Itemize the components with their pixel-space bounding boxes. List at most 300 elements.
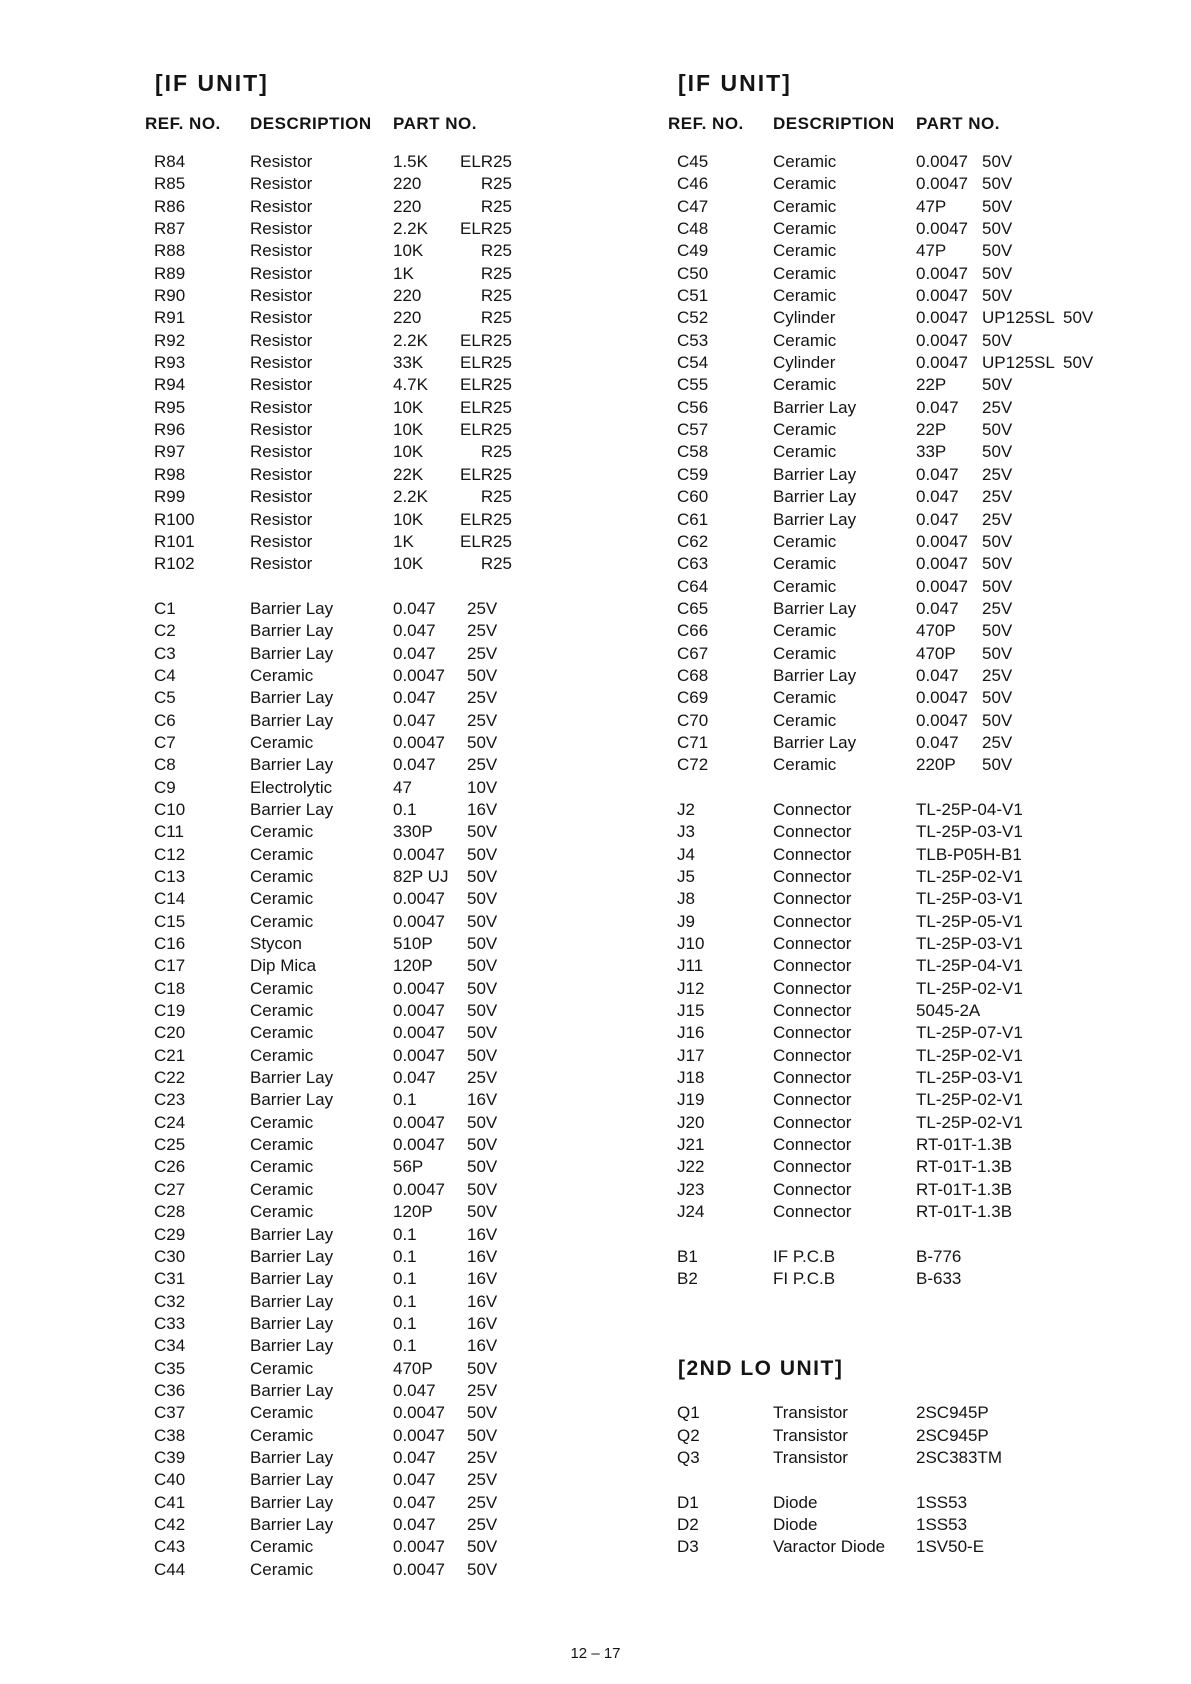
part-rating: 25V bbox=[467, 1380, 498, 1400]
description: Resistor bbox=[250, 263, 313, 283]
part-rating: ELR25 bbox=[460, 375, 512, 395]
part-rating: 50V bbox=[982, 330, 1013, 350]
part-rating: 50V bbox=[467, 911, 498, 931]
group-spacer bbox=[668, 777, 1191, 799]
part-value: 0.1 bbox=[393, 1313, 417, 1333]
ref-no: C21 bbox=[154, 1045, 186, 1065]
ref-no: J21 bbox=[677, 1135, 705, 1155]
part-value: TL-25P-02-V1 bbox=[916, 1090, 1023, 1110]
description: Connector bbox=[773, 1090, 852, 1110]
part-value: 2.2K bbox=[393, 219, 428, 239]
ref-no: C25 bbox=[154, 1135, 186, 1155]
table-row bbox=[145, 307, 685, 329]
part-value: TL-25P-02-V1 bbox=[916, 867, 1023, 886]
description: Diode bbox=[773, 1492, 818, 1512]
part-rating: 16V bbox=[467, 1269, 498, 1289]
part-value: 0.047 bbox=[393, 598, 436, 618]
description: Ceramic bbox=[773, 330, 837, 350]
description: Resistor bbox=[250, 286, 313, 306]
ref-no: C27 bbox=[154, 1179, 186, 1199]
table-row bbox=[668, 888, 1191, 910]
ref-no: J3 bbox=[677, 822, 695, 842]
section-title: [IF UNIT] bbox=[155, 70, 269, 96]
description: Resistor bbox=[250, 308, 313, 328]
description: Resistor bbox=[250, 241, 313, 261]
ref-no: R88 bbox=[154, 241, 186, 261]
table-row bbox=[668, 732, 1191, 754]
description: Resistor bbox=[250, 442, 313, 462]
table-row bbox=[145, 643, 685, 665]
description: Transistor bbox=[773, 1403, 848, 1423]
part-value: 0.1 bbox=[393, 1269, 417, 1289]
table-row bbox=[668, 911, 1191, 933]
ref-no: C45 bbox=[677, 152, 709, 171]
description: Connector bbox=[773, 822, 852, 842]
ref-no: C54 bbox=[677, 353, 709, 373]
part-rating: 50V bbox=[467, 956, 498, 976]
part-value: 0.0047 bbox=[916, 576, 968, 596]
table-row bbox=[668, 643, 1191, 665]
part-value: 220 bbox=[393, 196, 422, 216]
table-row bbox=[145, 1134, 685, 1156]
table-row bbox=[668, 1514, 1191, 1536]
description: Varactor Diode bbox=[773, 1537, 886, 1557]
ref-no: J10 bbox=[677, 934, 705, 954]
ref-no: C38 bbox=[154, 1425, 186, 1445]
description: Ceramic bbox=[250, 1112, 314, 1132]
part-value: 0.047 bbox=[393, 688, 436, 708]
ref-no: C72 bbox=[677, 755, 709, 775]
part-rating: 25V bbox=[982, 732, 1013, 752]
ref-no: C46 bbox=[677, 174, 709, 194]
table-row bbox=[145, 419, 685, 441]
ref-no: C26 bbox=[154, 1157, 186, 1177]
table-row bbox=[145, 1268, 685, 1290]
description: Transistor bbox=[773, 1425, 848, 1445]
part-value: 0.0047 bbox=[393, 844, 445, 864]
description: Barrier Lay bbox=[250, 643, 334, 663]
table-row bbox=[668, 263, 1191, 285]
description: Barrier Lay bbox=[250, 1090, 334, 1110]
part-rating: 50V bbox=[467, 844, 498, 864]
table-row bbox=[145, 196, 685, 218]
table-row bbox=[668, 509, 1191, 531]
description: Barrier Lay bbox=[773, 487, 857, 507]
part-rating: 25V bbox=[467, 1492, 498, 1512]
ref-no: C35 bbox=[154, 1358, 186, 1378]
table-row bbox=[668, 598, 1191, 620]
description: Ceramic bbox=[250, 732, 314, 752]
table-row bbox=[668, 1201, 1191, 1223]
part-value: TL-25P-04-V1 bbox=[916, 799, 1023, 819]
table-row bbox=[668, 1112, 1191, 1134]
table-row bbox=[145, 866, 685, 888]
table-row bbox=[145, 151, 685, 173]
part-value: TL-25P-07-V1 bbox=[916, 1023, 1023, 1043]
description: Barrier Lay bbox=[250, 1514, 334, 1534]
part-rating: 50V bbox=[982, 688, 1013, 708]
part-rating: 50V bbox=[467, 1045, 498, 1065]
part-rating: 16V bbox=[467, 1246, 498, 1266]
part-rating: 16V bbox=[467, 1291, 498, 1311]
description: Connector bbox=[773, 799, 852, 819]
part-rating: 50V bbox=[467, 1358, 498, 1378]
description: Connector bbox=[773, 867, 852, 886]
table-row bbox=[668, 1492, 1191, 1514]
part-value: 220P bbox=[916, 755, 956, 775]
table-row bbox=[145, 1291, 685, 1313]
table-row bbox=[668, 687, 1191, 709]
description: Barrier Lay bbox=[250, 1492, 334, 1512]
part-value: 470P bbox=[916, 643, 956, 663]
part-value: 22K bbox=[393, 464, 424, 484]
part-rating: 50V bbox=[1063, 308, 1094, 328]
table-row bbox=[145, 598, 685, 620]
ref-no: J17 bbox=[677, 1045, 705, 1065]
part-rating: 25V bbox=[467, 621, 498, 641]
table-row bbox=[145, 620, 685, 642]
ref-no: C12 bbox=[154, 844, 186, 864]
ref-no: C51 bbox=[677, 286, 709, 306]
table-row bbox=[145, 799, 685, 821]
ref-no: R85 bbox=[154, 174, 186, 194]
group-spacer bbox=[668, 1224, 1191, 1246]
table-row bbox=[145, 263, 685, 285]
description: Barrier Lay bbox=[250, 799, 334, 819]
description: Barrier Lay bbox=[250, 1313, 334, 1333]
table-row bbox=[145, 1447, 685, 1469]
part-value: TL-25P-03-V1 bbox=[916, 822, 1023, 842]
ref-no: R92 bbox=[154, 330, 186, 350]
table-row bbox=[668, 1045, 1191, 1067]
part-value: 0.0047 bbox=[393, 1135, 445, 1155]
part-rating: 25V bbox=[982, 665, 1013, 685]
ref-no: J15 bbox=[677, 1001, 705, 1021]
ref-no: R89 bbox=[154, 263, 186, 283]
table-row bbox=[668, 754, 1191, 776]
description: Resistor bbox=[250, 196, 313, 216]
ref-no: R96 bbox=[154, 420, 186, 440]
part-value: 0.0047 bbox=[916, 174, 968, 194]
ref-no: C47 bbox=[677, 196, 709, 216]
page-number: 12 – 17 bbox=[570, 1645, 621, 1662]
description: Connector bbox=[773, 1179, 852, 1199]
ref-no: C69 bbox=[677, 688, 709, 708]
description: Barrier Lay bbox=[250, 1470, 334, 1490]
table-row bbox=[145, 665, 685, 687]
ref-no: C63 bbox=[677, 554, 709, 574]
description: Barrier Lay bbox=[773, 598, 857, 618]
part-value: 47P bbox=[916, 241, 947, 261]
ref-no: C53 bbox=[677, 330, 709, 350]
ref-no: C65 bbox=[677, 598, 709, 618]
part-value: 4.7K bbox=[393, 375, 428, 395]
part-value: 2.2K bbox=[393, 330, 428, 350]
description: Connector bbox=[773, 889, 852, 909]
part-rating: 50V bbox=[982, 710, 1013, 730]
group-spacer bbox=[668, 1469, 1191, 1491]
part-rating: 25V bbox=[467, 1470, 498, 1490]
part-value: 2SC945P bbox=[916, 1425, 989, 1445]
part-value: 220 bbox=[393, 286, 422, 306]
description: Connector bbox=[773, 1023, 852, 1043]
ref-no: C7 bbox=[154, 732, 176, 752]
part-rating: 25V bbox=[982, 464, 1013, 484]
description: Barrier Lay bbox=[773, 665, 857, 685]
table-row bbox=[668, 665, 1191, 687]
description: Ceramic bbox=[773, 554, 837, 574]
table-row bbox=[145, 1000, 685, 1022]
part-value: 0.0047 bbox=[393, 1023, 445, 1043]
table-row bbox=[668, 620, 1191, 642]
part-value: 0.047 bbox=[916, 665, 959, 685]
table-row bbox=[668, 1089, 1191, 1111]
table-row bbox=[668, 1134, 1191, 1156]
part-rating: 50V bbox=[467, 1023, 498, 1043]
ref-no: J20 bbox=[677, 1112, 705, 1132]
part-value: TL-25P-02-V1 bbox=[916, 978, 1023, 998]
part-value: 0.0047 bbox=[393, 1045, 445, 1065]
ref-no: J5 bbox=[677, 867, 695, 886]
table-row bbox=[145, 821, 685, 843]
part-rating: 50V bbox=[982, 554, 1013, 574]
ref-no: J16 bbox=[677, 1023, 705, 1043]
ref-no: C59 bbox=[677, 464, 709, 484]
ref-no: C64 bbox=[677, 576, 709, 596]
part-value: 0.0047 bbox=[393, 911, 445, 931]
part-value: 0.0047 bbox=[393, 1559, 445, 1579]
ref-no: J24 bbox=[677, 1202, 705, 1222]
part-value: 0.0047 bbox=[916, 219, 968, 239]
part-rating: 50V bbox=[982, 442, 1013, 462]
ref-no: C37 bbox=[154, 1403, 186, 1423]
part-rating: 16V bbox=[467, 1313, 498, 1333]
table-row bbox=[145, 486, 685, 508]
ref-no: R90 bbox=[154, 286, 186, 306]
ref-no: C33 bbox=[154, 1313, 186, 1333]
table-row bbox=[668, 1067, 1191, 1089]
part-value: 47 bbox=[393, 777, 412, 797]
ref-no: C40 bbox=[154, 1470, 186, 1490]
ref-no: C49 bbox=[677, 241, 709, 261]
part-value: 0.1 bbox=[393, 799, 417, 819]
table-row bbox=[668, 218, 1191, 240]
ref-no: C15 bbox=[154, 911, 186, 931]
description: Connector bbox=[773, 1112, 852, 1132]
description: Ceramic bbox=[250, 844, 314, 864]
table-row bbox=[145, 374, 685, 396]
part-rating: 25V bbox=[467, 1514, 498, 1534]
description: Barrier Lay bbox=[250, 710, 334, 730]
header-part-no: PART NO. bbox=[393, 114, 477, 133]
part-value: 0.0047 bbox=[393, 1112, 445, 1132]
part-value: 22P bbox=[916, 420, 947, 440]
part-value: 0.047 bbox=[916, 397, 959, 417]
part-value: 0.047 bbox=[916, 598, 959, 618]
table-row bbox=[145, 1492, 685, 1514]
table-row bbox=[145, 1246, 685, 1268]
part-value: 10K bbox=[393, 397, 424, 417]
table-row bbox=[145, 330, 685, 352]
table-row bbox=[145, 955, 685, 977]
ref-no: J9 bbox=[677, 911, 695, 931]
description: FI P.C.B bbox=[773, 1269, 836, 1289]
part-rating: 50V bbox=[982, 621, 1013, 641]
table-row bbox=[145, 553, 685, 575]
ref-no: C34 bbox=[154, 1336, 186, 1356]
part-value: 0.047 bbox=[393, 1380, 436, 1400]
part-value: RT-01T-1.3B bbox=[916, 1179, 1013, 1199]
table-row bbox=[668, 307, 1191, 329]
ref-no: B2 bbox=[677, 1269, 698, 1289]
table-row bbox=[668, 1268, 1191, 1290]
description: Resistor bbox=[250, 464, 313, 484]
ref-no: R86 bbox=[154, 196, 186, 216]
part-rating: 50V bbox=[1063, 353, 1094, 373]
ref-no: J8 bbox=[677, 889, 695, 909]
part-value: 0.047 bbox=[393, 755, 436, 775]
table-header bbox=[668, 114, 1191, 136]
description: Dip Mica bbox=[250, 956, 317, 976]
part-rating: 50V bbox=[982, 286, 1013, 306]
table-row bbox=[145, 1313, 685, 1335]
part-value: 0.1 bbox=[393, 1336, 417, 1356]
part-rating: ELR25 bbox=[460, 531, 512, 551]
section-title: [IF UNIT] bbox=[678, 70, 792, 96]
description: Ceramic bbox=[773, 442, 837, 462]
table-row bbox=[145, 218, 685, 240]
description: Ceramic bbox=[773, 196, 837, 216]
part-value: 0.1 bbox=[393, 1224, 417, 1244]
description: Barrier Lay bbox=[250, 755, 334, 775]
part-value: 33K bbox=[393, 353, 424, 373]
part-rating: 50V bbox=[982, 576, 1013, 596]
ref-no: C8 bbox=[154, 755, 176, 775]
description: Ceramic bbox=[250, 1202, 314, 1222]
ref-no: C19 bbox=[154, 1001, 186, 1021]
part-rating: 50V bbox=[982, 531, 1013, 551]
table-row bbox=[668, 397, 1191, 419]
part-rating: 50V bbox=[982, 174, 1013, 194]
ref-no: R93 bbox=[154, 353, 186, 373]
description: Resistor bbox=[250, 330, 313, 350]
table-row bbox=[668, 866, 1191, 888]
part-rating: 25V bbox=[467, 710, 498, 730]
table-row bbox=[668, 1402, 1191, 1424]
part-rating: 50V bbox=[467, 822, 498, 842]
part-rating: ELR25 bbox=[460, 464, 512, 484]
part-rating: ELR25 bbox=[460, 152, 512, 171]
part-rating: 50V bbox=[467, 1135, 498, 1155]
ref-no: R102 bbox=[154, 554, 195, 574]
part-value: 220 bbox=[393, 308, 422, 328]
part-rating: R25 bbox=[480, 554, 512, 574]
part-value: 10K bbox=[393, 509, 424, 529]
description: Ceramic bbox=[773, 755, 837, 775]
part-value: 0.047 bbox=[393, 1492, 436, 1512]
ref-no: C41 bbox=[154, 1492, 186, 1512]
description: Barrier Lay bbox=[250, 1336, 334, 1356]
description: Connector bbox=[773, 1045, 852, 1065]
part-value: 0.047 bbox=[393, 1068, 436, 1088]
part-value: 0.0047 bbox=[393, 1425, 445, 1445]
ref-no: C6 bbox=[154, 710, 176, 730]
ref-no: C42 bbox=[154, 1514, 186, 1534]
part-value: 0.0047 bbox=[916, 308, 968, 328]
part-rating: ELR25 bbox=[460, 330, 512, 350]
part-rating: 25V bbox=[467, 598, 498, 618]
description: Barrier Lay bbox=[250, 598, 334, 618]
ref-no: J22 bbox=[677, 1157, 705, 1177]
ref-no: C55 bbox=[677, 375, 709, 395]
part-value: 0.0047 bbox=[916, 710, 968, 730]
description: Barrier Lay bbox=[250, 621, 334, 641]
part-rating: 50V bbox=[467, 1202, 498, 1222]
ref-no: C70 bbox=[677, 710, 709, 730]
table-row bbox=[668, 531, 1191, 553]
part-value: 1.5K bbox=[393, 152, 428, 171]
table-row bbox=[145, 441, 685, 463]
description: Connector bbox=[773, 934, 852, 954]
part-value: 10K bbox=[393, 241, 424, 261]
description: Cylinder bbox=[773, 353, 836, 373]
ref-no: C11 bbox=[154, 822, 184, 842]
part-rating: 50V bbox=[467, 1537, 498, 1557]
table-row bbox=[668, 196, 1191, 218]
part-rating: 50V bbox=[467, 934, 498, 954]
table-row bbox=[145, 1201, 685, 1223]
part-value: TL-25P-03-V1 bbox=[916, 889, 1023, 909]
part-value: 0.047 bbox=[393, 1514, 436, 1534]
part-type: UP125SL bbox=[982, 353, 1055, 373]
description: Connector bbox=[773, 911, 852, 931]
description: Ceramic bbox=[250, 1537, 314, 1557]
part-rating: R25 bbox=[480, 241, 512, 261]
header-description: DESCRIPTION bbox=[773, 114, 895, 133]
table-row bbox=[145, 687, 685, 709]
part-rating: ELR25 bbox=[460, 353, 512, 373]
table-row bbox=[145, 1469, 685, 1491]
part-rating: 25V bbox=[467, 643, 498, 663]
part-value: 0.0047 bbox=[916, 286, 968, 306]
part-value: 1SS53 bbox=[916, 1514, 968, 1534]
section-title: [2ND LO UNIT] bbox=[678, 1356, 844, 1380]
ref-no: C66 bbox=[677, 621, 709, 641]
ref-no: C52 bbox=[677, 308, 709, 328]
ref-no: Q2 bbox=[677, 1425, 700, 1445]
table-row bbox=[145, 732, 685, 754]
part-rating: 50V bbox=[467, 665, 498, 685]
description: Cylinder bbox=[773, 308, 836, 328]
table-row bbox=[145, 397, 685, 419]
table-row bbox=[668, 464, 1191, 486]
description: Stycon bbox=[250, 934, 302, 954]
part-value: 120P bbox=[393, 1202, 433, 1222]
part-rating: R25 bbox=[480, 286, 512, 306]
table-row bbox=[668, 553, 1191, 575]
ref-no: C58 bbox=[677, 442, 709, 462]
part-value: 0.0047 bbox=[393, 1403, 445, 1423]
description: Connector bbox=[773, 1001, 852, 1021]
ref-no: J19 bbox=[677, 1090, 705, 1110]
part-value: 0.0047 bbox=[916, 263, 968, 283]
ref-no: R100 bbox=[154, 509, 195, 529]
part-value: TL-25P-02-V1 bbox=[916, 1045, 1023, 1065]
description: Ceramic bbox=[250, 1157, 314, 1177]
part-rating: ELR25 bbox=[460, 219, 512, 239]
ref-no: C29 bbox=[154, 1224, 186, 1244]
part-value: 0.047 bbox=[393, 1470, 436, 1490]
